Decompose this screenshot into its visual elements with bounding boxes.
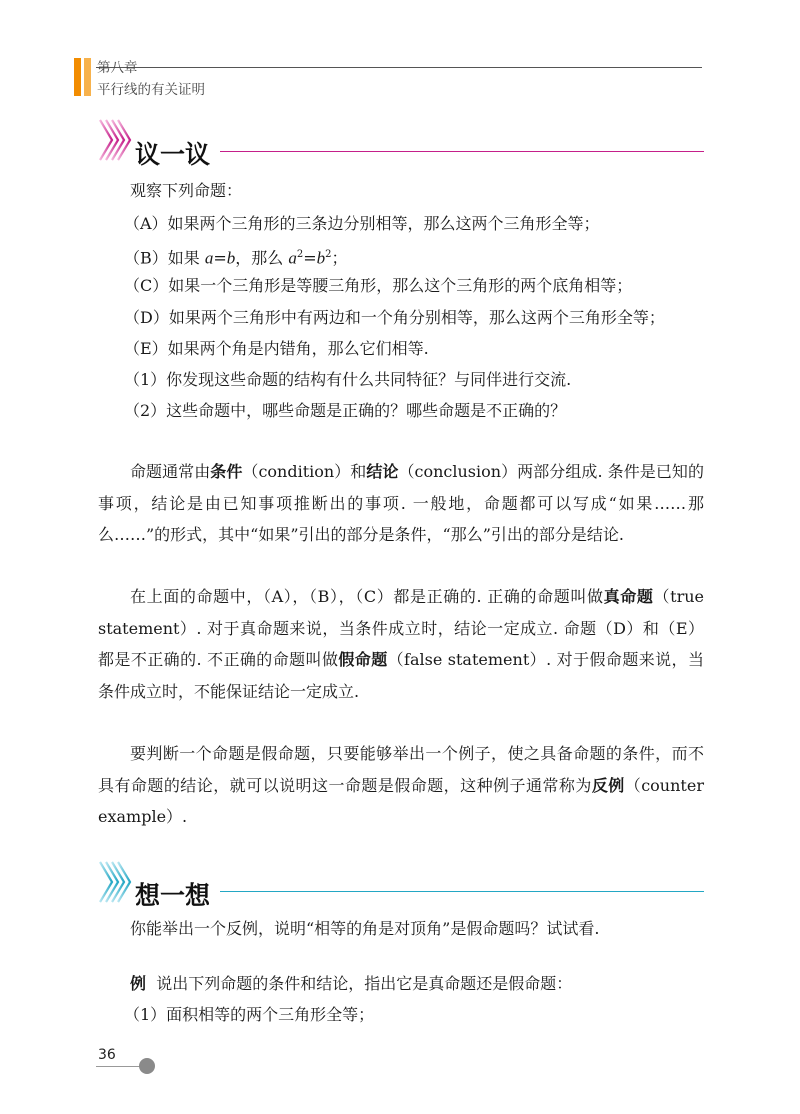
example-label: 例	[130, 974, 147, 993]
term-false-statement: 假命题	[338, 650, 388, 669]
chapter-label: 第八章	[97, 60, 138, 76]
chevron-arrows-icon	[98, 860, 132, 904]
term-counterexample: 反例	[591, 775, 625, 795]
proposition-e: （E）如果两个角是内错角，那么它们相等.	[124, 339, 429, 358]
think-question: 你能举出一个反例，说明“相等的角是对顶角”是假命题吗？试试看.	[130, 919, 600, 938]
proposition-b: （B）如果 a=b，那么 $a^2=b^2$；	[124, 248, 348, 268]
proposition-a: （A）如果两个三角形的三条边分别相等，那么这两个三角形全等；	[124, 214, 600, 233]
section-rule-think	[220, 891, 704, 892]
proposition-d: （D）如果两个三角形中有两边和一个角分别相等，那么这两个三角形全等；	[124, 308, 665, 327]
section-title-think: 想一想	[135, 881, 211, 910]
question-1: （1）你发现这些命题的结构有什么共同特征？与同伴进行交流.	[124, 370, 572, 389]
paragraph-condition-conclusion: 命题通常由条件（condition）和结论（conclusion）两部分组成. 条件是已知的事项，结论是由已知事项推断出的事项. 一般地，命题都可以写成“如果……那么……”的形式，其中“如果”引出的部分是条件，“那么”引出的部分是结论.	[98, 462, 704, 544]
section-rule-discuss	[220, 151, 704, 152]
paragraph-counterexample: 要判断一个命题是假命题，只要能够举出一个例子，使之具备命题的条件，而不具有命题的结论，就可以说明这一命题是假命题，这种例子通常称为反例（counter example）.	[98, 744, 704, 826]
header-rule	[96, 67, 702, 68]
term-conclusion: 结论	[366, 462, 399, 481]
section-title-discuss: 议一议	[135, 140, 211, 169]
header-bar-light-orange	[84, 58, 91, 96]
chevron-arrows-icon	[98, 118, 132, 162]
discuss-intro: 观察下列命题：	[130, 181, 243, 200]
proposition-c: （C）如果一个三角形是等腰三角形，那么这个三角形的两个底角相等；	[124, 276, 633, 295]
paragraph-true-false: 在上面的命题中，（A），（B），（C）都是正确的. 正确的命题叫做真命题（true statement）. 对于真命题来说，当条件成立时，结论一定成立. 命题（D）和（E）都是不正确的. 不正确的命题叫做假命题（false statement）. 对于假命题来说，当条件成立时，不能保证结论一定成立.	[98, 587, 704, 701]
example-heading: 例 说出下列命题的条件和结论，指出它是真命题还是假命题：	[130, 974, 573, 993]
page-number: 36	[98, 1047, 116, 1063]
term-condition: 条件	[210, 462, 243, 481]
example-item-1: （1）面积相等的两个三角形全等；	[124, 1005, 375, 1024]
question-2: （2）这些命题中，哪些命题是正确的？哪些命题是不正确的？	[124, 401, 567, 420]
header-bar-orange	[74, 58, 81, 96]
chapter-title: 平行线的有关证明	[97, 82, 205, 98]
term-true-statement: 真命题	[603, 587, 654, 606]
page-number-dot	[139, 1058, 155, 1074]
page-number-rule	[96, 1066, 142, 1067]
